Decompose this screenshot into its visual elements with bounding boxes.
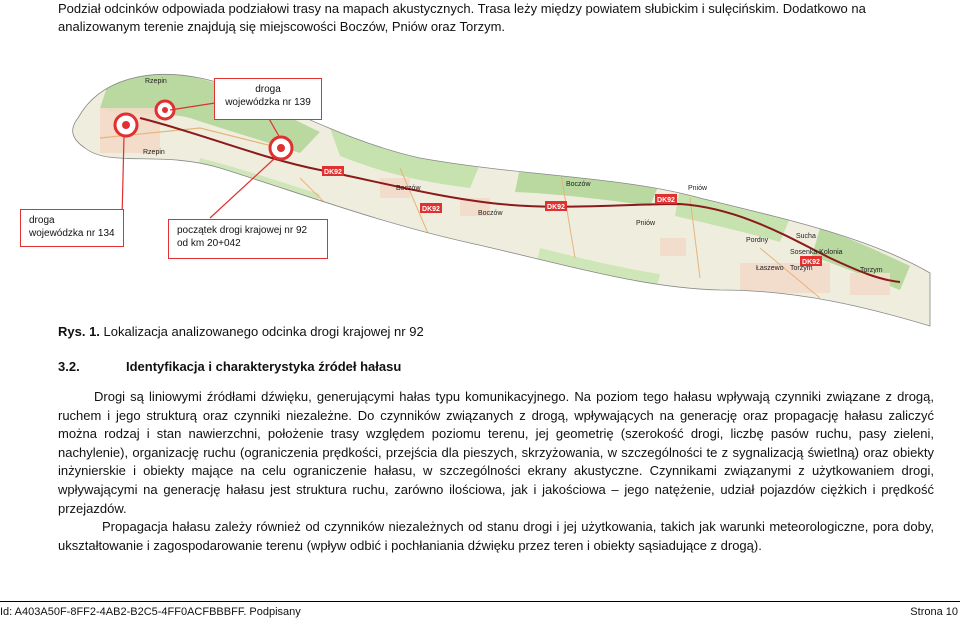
place-label: Boczów [478,210,503,217]
place-label: Łaszewo [756,265,784,272]
footer-divider [0,601,960,602]
svg-text:DK92: DK92 [547,204,565,211]
place-label: Sucha [796,233,816,240]
place-label: Pniów [636,220,656,227]
dk92-badge [420,203,442,213]
dk92-badge [322,166,344,176]
dk92-badge [545,201,567,211]
place-label: Rzepin [143,149,165,156]
roundabout-icon [115,114,137,136]
body-text [58,388,934,555]
place-label: Pniów [688,185,708,192]
svg-text:DK92: DK92 [324,169,342,176]
location-map [0,58,960,328]
caption-label: Rys. 1. [58,324,100,339]
roundabout-icon [270,137,292,159]
place-label: Pordny [746,237,769,244]
svg-text:DK92: DK92 [422,206,440,213]
section-heading [58,359,401,374]
place-label: Torzym [860,267,883,274]
callout-road-139: droga wojewódzka nr 139 [214,78,322,120]
place-label: Boczów [566,181,591,188]
map-graphic [0,58,960,328]
paragraph: Propagacja hałasu zależy również od czynników niezależnych od stanu drogi i jej użytkowania, takich jak warunki meteorologiczne, pora doby, ukształtowanie i zagospodarowanie terenu (wpływ odbić i pochłaniania dźwięku przez teren i obiekty sąsiadujące z drogą). [58,519,934,553]
place-label: Sosenka Kolonia [790,249,843,256]
svg-text:DK92: DK92 [657,197,675,204]
caption-text: Lokalizacja analizowanego odcinka drogi krajowej nr 92 [103,324,424,339]
callout-road-134: droga wojewódzka nr 134 [20,209,124,247]
footer-document-id: Id: A403A50F-8FF2-4AB2-B2C5-4FF0ACFBBBFF. Podpisany [0,606,301,618]
intro-paragraph: Podział odcinków odpowiada podziałowi trasy na mapach akustycznych. Trasa leży między powiatem słubickim i sulęcińskim. Dodatkowo na analizowanym terenie znajdują się miejscowości Boczów, Pniów oraz Torzym. [58,1,866,34]
footer-page-number: Strona 10 [910,606,958,618]
section-title: Identyfikacja i charakterystyka źródeł hałasu [126,359,402,374]
place-label: Boczów [396,185,421,192]
figure-caption [58,324,424,339]
paragraph: Drogi są liniowymi źródłami dźwięku, generującymi hałas typu komunikacyjnego. Na poziom tego hałasu wpływają czynniki związane z drogą, ruchem i jego strukturą oraz czynniki niezależne. Do czynników związanych z drogą, wpływających na generację oraz propagację hałasu zaliczyć można rodzaj i stan nawierzchni, położenie trasy względem poziomu terenu, jej geometrię (szerokość drogi, liczbę pasów ruchu, pasy zieleni, nachylenie), organizację ruchu (ograniczenia prędkości, przejścia dla pieszych, skrzyżowania, w szczególności te z sygnalizacją świetlną) oraz obiekty inżynierskie i obiekty mające na celu ograniczenie hałasu, w szczególności ekrany akustyczne. Czynnikami związanymi z użytkowaniem drogi, wpływającymi na generację hałasu jest struktura ruchu, zarówno ilościowa, jak i jakościowa – jego natężenie, udział pojazdów ciężkich i prędkość przejazdów. [58,389,934,516]
place-label: Rzepin [145,78,167,85]
dk92-badge [655,194,677,204]
callout-dk92-start: początek drogi krajowej nr 92 od km 20+042 [168,219,328,259]
place-label: Torzym [790,265,813,272]
section-number: 3.2. [58,359,80,374]
svg-text:DK92: DK92 [802,259,820,266]
